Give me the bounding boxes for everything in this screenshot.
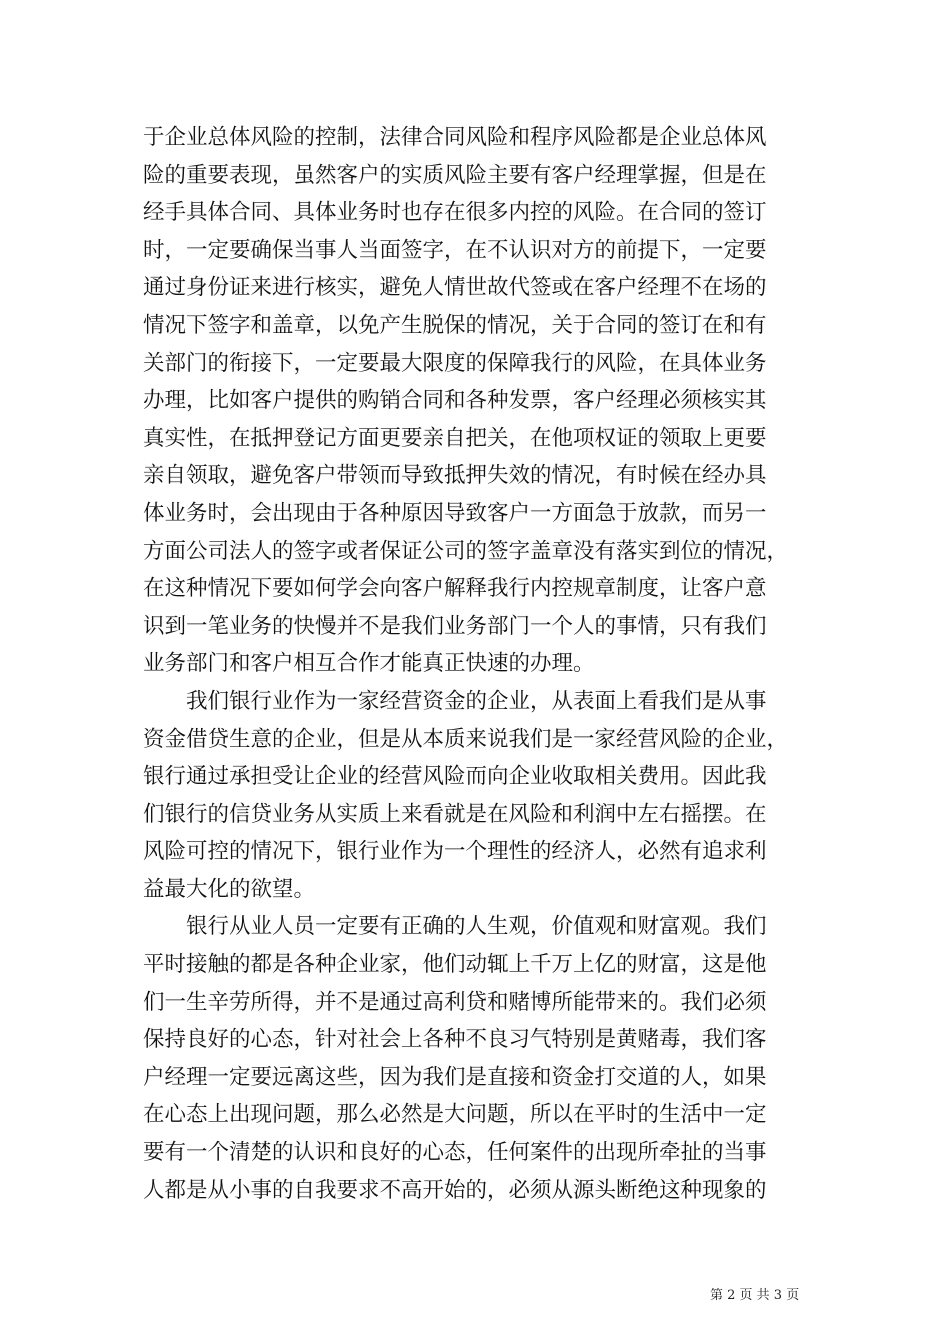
text-line: 方面公司法人的签字或者保证公司的签字盖章没有落实到位的情况，: [143, 538, 789, 564]
text-line: 识到一笔业务的快慢并不是我们业务部门一个人的事情，只有我们: [143, 613, 767, 639]
text-line: 户经理一定要远离这些，因为我们是直接和资金打交道的人，如果: [143, 1064, 767, 1090]
text-line: 亲自领取，避免客户带领而导致抵押失效的情况，有时候在经办具: [143, 463, 767, 489]
text-line: 真实性，在抵押登记方面更要亲自把关，在他项权证的领取上更要: [143, 425, 767, 451]
text-line: 资金借贷生意的企业，但是从本质来说我们是一家经营风险的企业，: [143, 726, 789, 752]
text-line: 业务部门和客户相互合作才能真正快速的办理。: [143, 651, 595, 677]
text-line: 要有一个清楚的认识和良好的心态，任何案件的出现所牵扯的当事: [143, 1140, 767, 1166]
text-line: 在心态上出现问题，那么必然是大问题，所以在平时的生活中一定: [143, 1102, 767, 1128]
text-line: 经手具体合同、具体业务时也存在很多内控的风险。在合同的签订: [143, 200, 767, 226]
text-line: 平时接触的都是各种企业家，他们动辄上千万上亿的财富，这是他: [143, 952, 767, 978]
text-line: 时，一定要确保当事人当面签字，在不认识对方的前提下，一定要: [143, 237, 767, 263]
text-line: 办理，比如客户提供的购销合同和各种发票，客户经理必须核实其: [143, 388, 767, 414]
text-line: 们一生辛劳所得，并不是通过高利贷和赌博所能带来的。我们必须: [143, 989, 767, 1015]
text-line: 益最大化的欲望。: [143, 876, 316, 902]
text-line: 人都是从小事的自我要求不高开始的，必须从源头断绝这种现象的: [143, 1177, 767, 1203]
text-line: 关部门的衔接下，一定要最大限度的保障我行的风险，在具体业务: [143, 350, 767, 376]
text-line: 银行从业人员一定要有正确的人生观，价值观和财富观。我们: [143, 914, 767, 940]
body-text: [143, 119, 814, 1209]
page-number: 第 2 页 共 3 页: [710, 1288, 800, 1303]
text-line: 体业务时，会出现由于各种原因导致客户一方面急于放款，而另一: [143, 500, 767, 526]
text-line: 风险可控的情况下，银行业作为一个理性的经济人，必然有追求利: [143, 839, 767, 865]
text-line: 保持良好的心态，针对社会上各种不良习气特别是黄赌毒，我们客: [143, 1027, 767, 1053]
text-line: 银行通过承担受让企业的经营风险而向企业收取相关费用。因此我: [143, 764, 767, 790]
text-line: 通过身份证来进行核实，避免人情世故代签或在客户经理不在场的: [143, 275, 767, 301]
text-line: 在这种情况下要如何学会向客户解释我行内控规章制度，让客户意: [143, 576, 767, 602]
text-line: 我们银行业作为一家经营资金的企业，从表面上看我们是从事: [143, 688, 767, 714]
text-line: 于企业总体风险的控制，法律合同风险和程序风险都是企业总体风: [143, 125, 767, 150]
text-line: 们银行的信贷业务从实质上来看就是在风险和利润中左右摇摆。在: [143, 801, 767, 827]
text-line: 险的重要表现，虽然客户的实质风险主要有客户经理掌握，但是在: [143, 162, 767, 188]
text-line: 情况下签字和盖章，以免产生脱保的情况，关于合同的签订在和有: [143, 312, 767, 338]
